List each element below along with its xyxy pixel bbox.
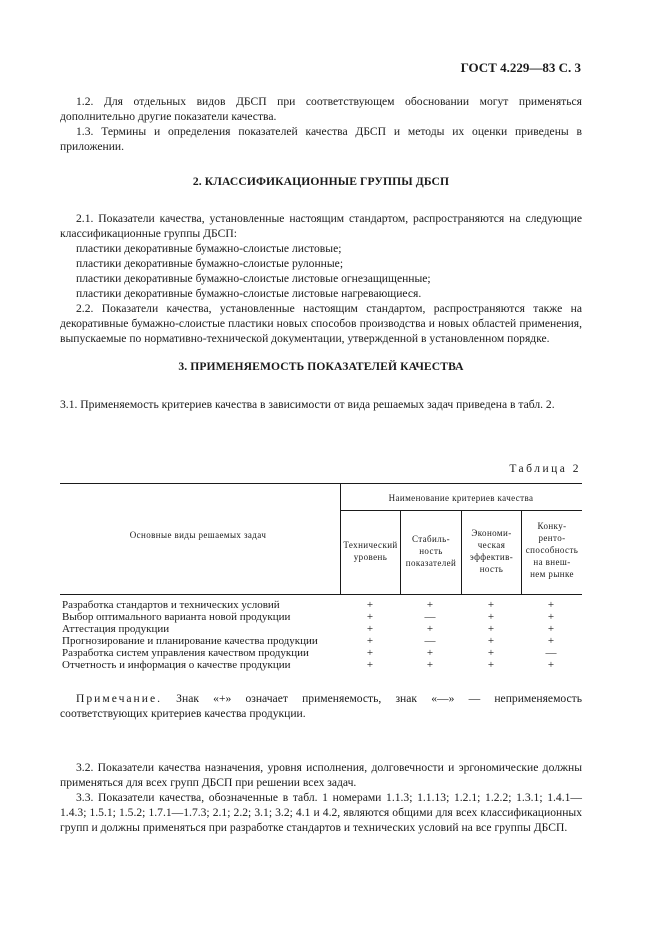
column-header-economic-efficiency: Экономи- ческая эффектив- ность (469, 528, 514, 574)
table-row-header: Основные виды решаемых задач (129, 530, 267, 540)
paragraph-3-2: 3.2. Показатели качества назначения, уровня исполнения, долговечности и эргономические должны применяться для всех групп ДБСП при решении всех задач. (60, 761, 582, 789)
table-cell: + (547, 659, 555, 671)
table-cell: + (426, 599, 434, 611)
table-row-label: Прогнозирование и планирование качества продукции (62, 635, 318, 647)
table-cell: + (487, 611, 495, 623)
table-cell: + (487, 647, 495, 659)
table-cell: + (426, 623, 434, 635)
table-group-header: Наименование критериев качества (388, 493, 534, 503)
paragraph-2-2: 2.2. Показатели качества, установленные настоящим стандартом, распространяются также на декоративные бумажно-слоистые пластики новых способов производства и новых областей применения, выпускаемые по нормативно-технической документации, утвержденной в установленном порядке. (60, 302, 582, 345)
list-item: пластики декоративные бумажно-слоистые рулонные; (76, 257, 344, 270)
section-3-title: 3. ПРИМЕНЯЕМОСТЬ ПОКАЗАТЕЛЕЙ КАЧЕСТВА (178, 360, 464, 373)
table-cell: + (487, 623, 495, 635)
paragraph-1-2: 1.2. Для отдельных видов ДБСП при соответствующем обосновании могут применяться дополнительно другие показатели качества. (60, 95, 582, 123)
table-cell: — (424, 611, 436, 623)
table-cell: + (366, 635, 374, 647)
page-header: ГОСТ 4.229—83 С. 3 (460, 60, 581, 75)
table-cell: + (547, 623, 555, 635)
table-cell: + (366, 647, 374, 659)
table-cell: + (366, 611, 374, 623)
note-label: Примечание. (76, 692, 162, 705)
table-cell: + (547, 635, 555, 647)
table-caption: Таблица 2 (509, 463, 581, 475)
table-row-label: Выбор оптимального варианта новой продукции (62, 611, 291, 623)
group-list (60, 241, 582, 301)
section-2-block (60, 211, 582, 346)
column-header-stability: Стабиль- ность показателей (405, 534, 457, 568)
table-header-rule (60, 594, 582, 595)
list-item: пластики декоративные бумажно-слоистые листовые огнезащищенные; (76, 272, 431, 285)
paragraph-1-3: 1.3. Термины и определения показателей качества ДБСП и методы их оценки приведены в приложении. (60, 125, 582, 153)
table-cell: + (547, 611, 555, 623)
table-cell: — (545, 647, 557, 659)
note-text: Знак «+» означает применяемость, знак «—» — неприменяемость соответствующих критериев качества продукции. (60, 692, 582, 720)
table-cell: + (366, 623, 374, 635)
table-row-label: Разработка систем управления качеством продукции (62, 647, 309, 659)
table-row-label: Разработка стандартов и технических условий (62, 599, 280, 611)
table-cell: + (366, 659, 374, 671)
list-item: пластики декоративные бумажно-слоистые листовые нагревающиеся. (76, 287, 422, 300)
table-cell: + (366, 599, 374, 611)
closing-block (60, 760, 582, 835)
table-cell: + (426, 659, 434, 671)
table-note (60, 691, 582, 721)
intro-block (60, 94, 582, 154)
paragraph-3-3: 3.3. Показатели качества, обозначенные в табл. 1 номерами 1.1.3; 1.1.13; 1.2.1; 1.2.2; 1.3.1; 1.4.1—1.4.3; 1.5.1; 1.5.2; 1.7.1—1.7.3; 2.1; 2.2; 3.1; 3.2; 4.1 и 4.2, являются общими для всех классификационных групп и должны применяться при разработке стандартов и технических условий на все группы ДБСП. (60, 791, 582, 834)
table-row-label: Аттестация продукции (62, 623, 170, 635)
list-item: пластики декоративные бумажно-слоистые листовые; (76, 242, 342, 255)
section-2-title: 2. КЛАССИФИКАЦИОННЫЕ ГРУППЫ ДБСП (192, 175, 450, 188)
table-cell: + (487, 635, 495, 647)
table-cell: + (487, 599, 495, 611)
paragraph-2-1: 2.1. Показатели качества, установленные настоящим стандартом, распространяются на следующие классификационные группы ДБСП: (60, 212, 582, 240)
table-cell: + (547, 599, 555, 611)
table-row-label: Отчетность и информация о качестве продукции (62, 659, 291, 671)
column-header-technical-level: Технический уровень (343, 540, 398, 562)
paragraph-3-1: 3.1. Применяемость критериев качества в зависимости от вида решаемых задач приведена в табл. 2. (60, 398, 555, 411)
table-cell: + (487, 659, 495, 671)
column-header-competitiveness: Конку- ренто- способность на внеш- нем рынке (525, 521, 579, 579)
table-top-rule (60, 483, 582, 484)
table-cell: — (424, 635, 436, 647)
table-cell: + (426, 647, 434, 659)
